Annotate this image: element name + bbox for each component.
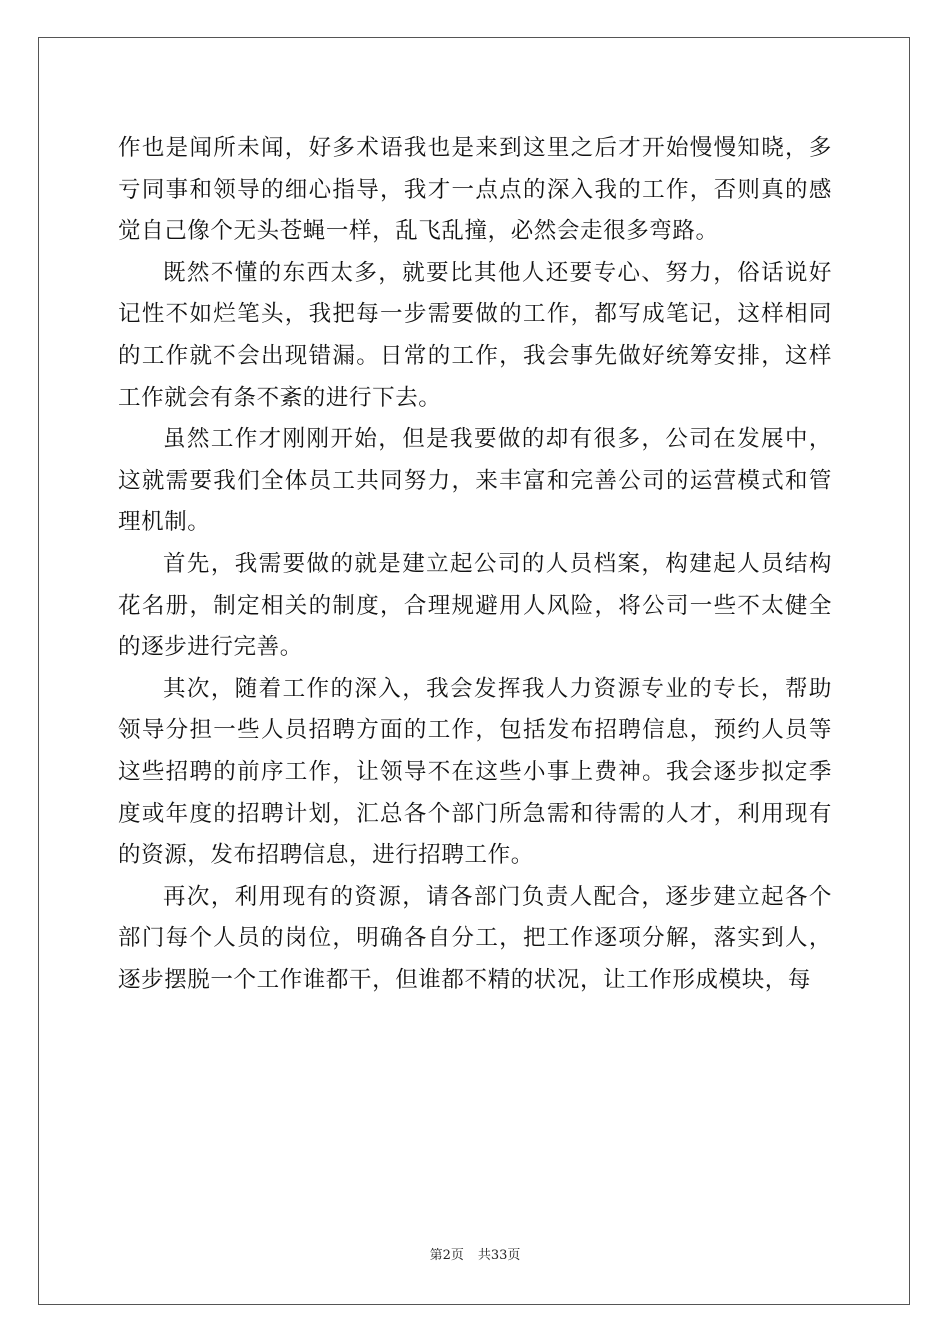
paragraph-4: 首先，我需要做的就是建立起公司的人员档案，构建起人员结构花名册，制定相关的制度，合理规避用人风险，将公司一些不太健全的逐步进行完善。 — [118, 550, 832, 661]
paragraph-5: 其次，随着工作的深入，我会发挥我人力资源专业的专长，帮助领导分担一些人员招聘方面的工作，包括发布招聘信息，预约人员等这些招聘的前序工作，让领导不在这些小事上费神。我会逐步拟定季度或年度的招聘计划，汇总各个部门所急需和待需的人才，利用现有的资源，发布招聘信息，进行招聘工作。 — [118, 675, 832, 869]
document-body — [118, 128, 832, 1001]
paragraph-2: 既然不懂的东西太多，就要比其他人还要专心、努力，俗话说好记性不如烂笔头，我把每一步需要做的工作，都写成笔记，这样相同的工作就不会出现错漏。日常的工作，我会事先做好统筹安排，这样工作就会有条不紊的进行下去。 — [118, 259, 832, 411]
page-number: 第2页 — [429, 1248, 464, 1263]
paragraph-1: 作也是闻所未闻，好多术语我也是来到这里之后才开始慢慢知晓，多亏同事和领导的细心指导，我才一点点的深入我的工作，否则真的感觉自己像个无头苍蝇一样，乱飞乱撞，必然会走很多弯路。 — [118, 135, 832, 245]
paragraph-6: 再次，利用现有的资源，请各部门负责人配合，逐步建立起各个部门每个人员的岗位，明确各自分工，把工作逐项分解，落实到人，逐步摆脱一个工作谁都干，但谁都不精的状况，让工作形成模块，每 — [118, 883, 832, 993]
page-total: 共33页 — [477, 1248, 521, 1263]
paragraph-3: 虽然工作才刚刚开始，但是我要做的却有很多，公司在发展中，这就需要我们全体员工共同努力，来丰富和完善公司的运营模式和管理机制。 — [118, 426, 832, 536]
page-footer — [0, 1244, 950, 1263]
